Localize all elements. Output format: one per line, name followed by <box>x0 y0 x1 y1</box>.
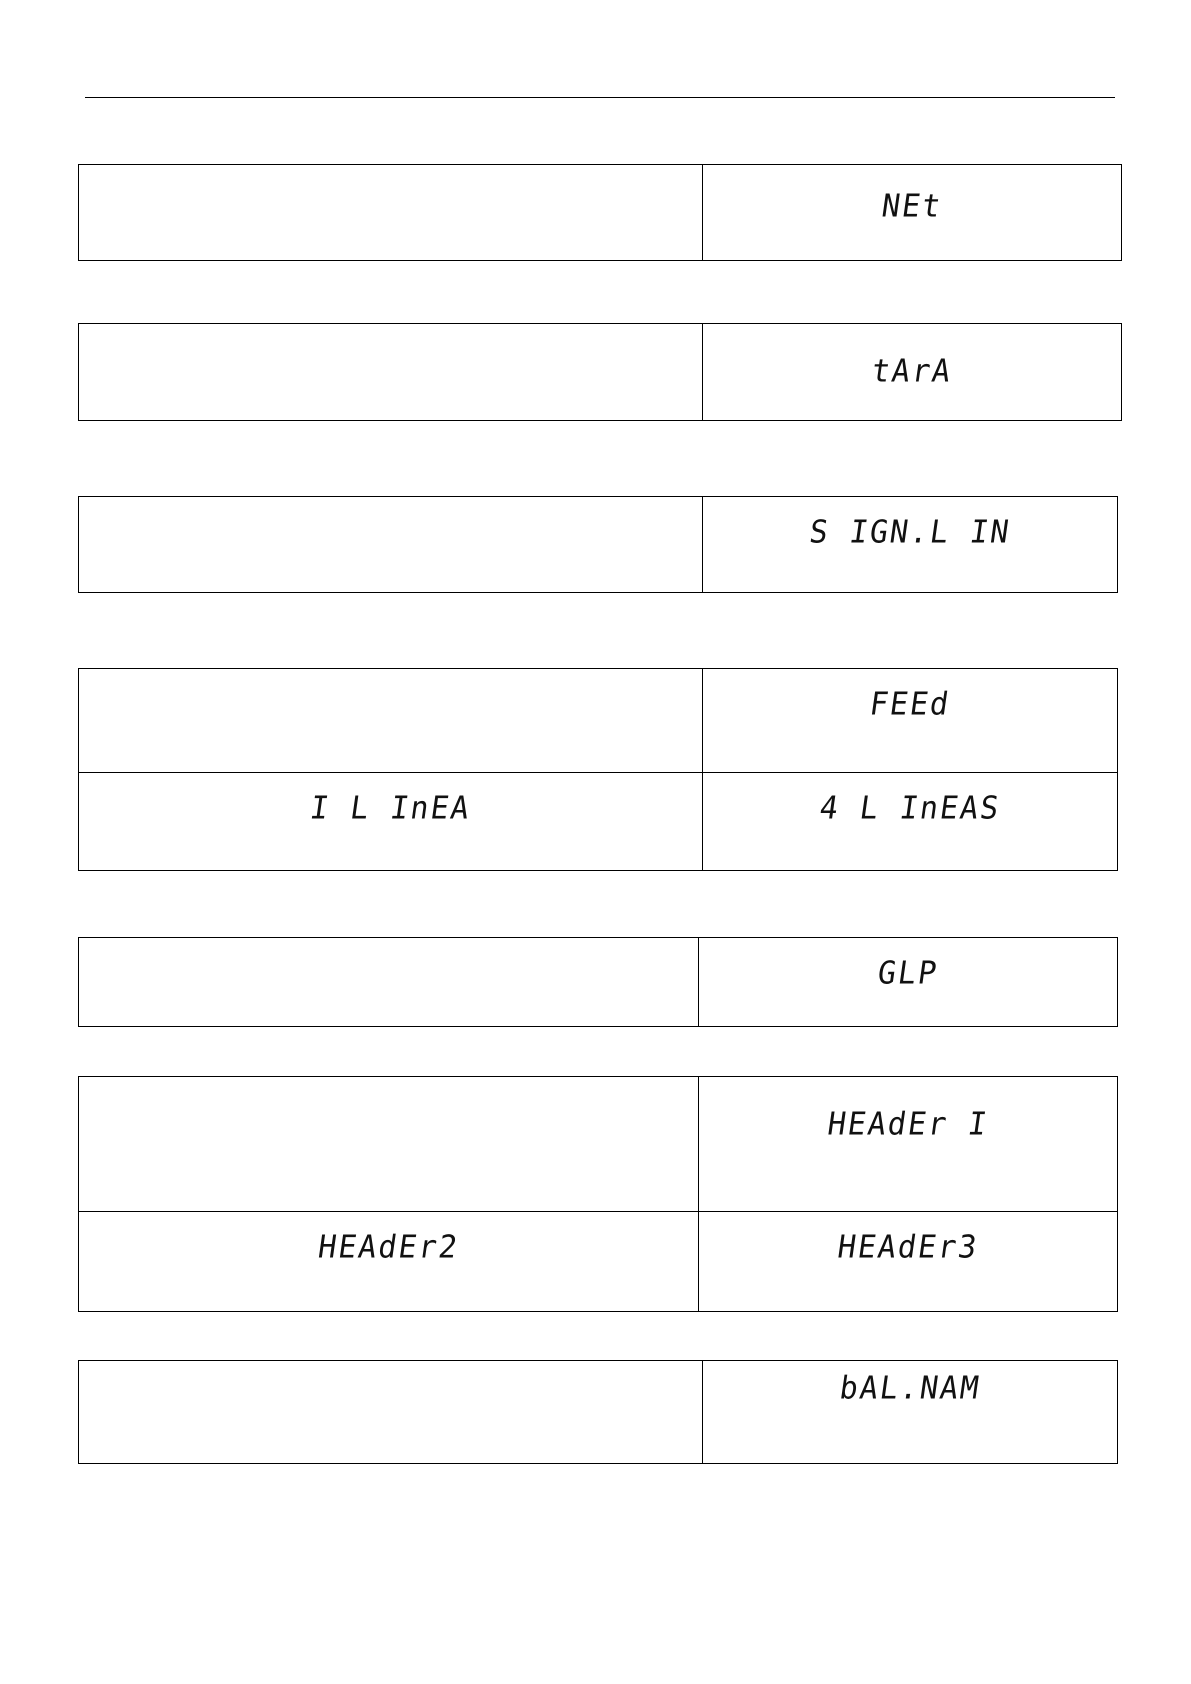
table-row <box>79 772 1117 871</box>
table-feed <box>78 668 1118 871</box>
display-code: HEAdEr3 <box>835 1229 981 1266</box>
option-cell <box>702 773 1117 871</box>
table-bal-nam <box>78 1360 1118 1464</box>
option-cell <box>79 1212 698 1312</box>
display-code: tArA <box>869 353 955 390</box>
table-net <box>78 164 1122 261</box>
description-cell <box>79 497 702 592</box>
display-code: NEt <box>879 188 945 225</box>
display-cell <box>702 324 1121 420</box>
option-cell <box>79 773 702 871</box>
display-cell <box>702 1361 1117 1463</box>
description-cell <box>79 938 698 1026</box>
display-cell <box>702 165 1121 260</box>
display-cell <box>698 938 1117 1026</box>
table-row <box>79 497 1117 592</box>
display-code: HEAdEr I <box>825 1106 991 1143</box>
table-row <box>79 938 1117 1026</box>
description-cell <box>79 165 702 260</box>
display-code: FEEd <box>867 686 953 723</box>
table-row <box>79 669 1117 772</box>
table-row <box>79 324 1121 420</box>
display-cell <box>702 497 1117 592</box>
display-cell <box>702 669 1117 772</box>
display-cell <box>698 1077 1117 1211</box>
description-cell <box>79 1361 702 1463</box>
table-row <box>79 165 1121 260</box>
table-row <box>79 1077 1117 1211</box>
display-code: S IGN.L IN <box>807 514 1013 551</box>
display-code: I L InEA <box>307 790 474 827</box>
description-cell <box>79 1077 698 1211</box>
description-cell <box>79 669 702 772</box>
display-code: bAL.NAM <box>837 1370 983 1407</box>
display-code: GLP <box>875 955 941 992</box>
description-cell <box>79 324 702 420</box>
display-code: HEAdEr2 <box>315 1229 462 1266</box>
table-tara <box>78 323 1122 421</box>
table-sign-lin <box>78 496 1118 593</box>
table-row <box>79 1361 1117 1463</box>
option-cell <box>698 1212 1117 1312</box>
header-rule <box>85 97 1115 98</box>
table-header <box>78 1076 1118 1312</box>
display-code: 4 L InEAS <box>817 790 1003 827</box>
table-glp <box>78 937 1118 1027</box>
table-row <box>79 1211 1117 1312</box>
